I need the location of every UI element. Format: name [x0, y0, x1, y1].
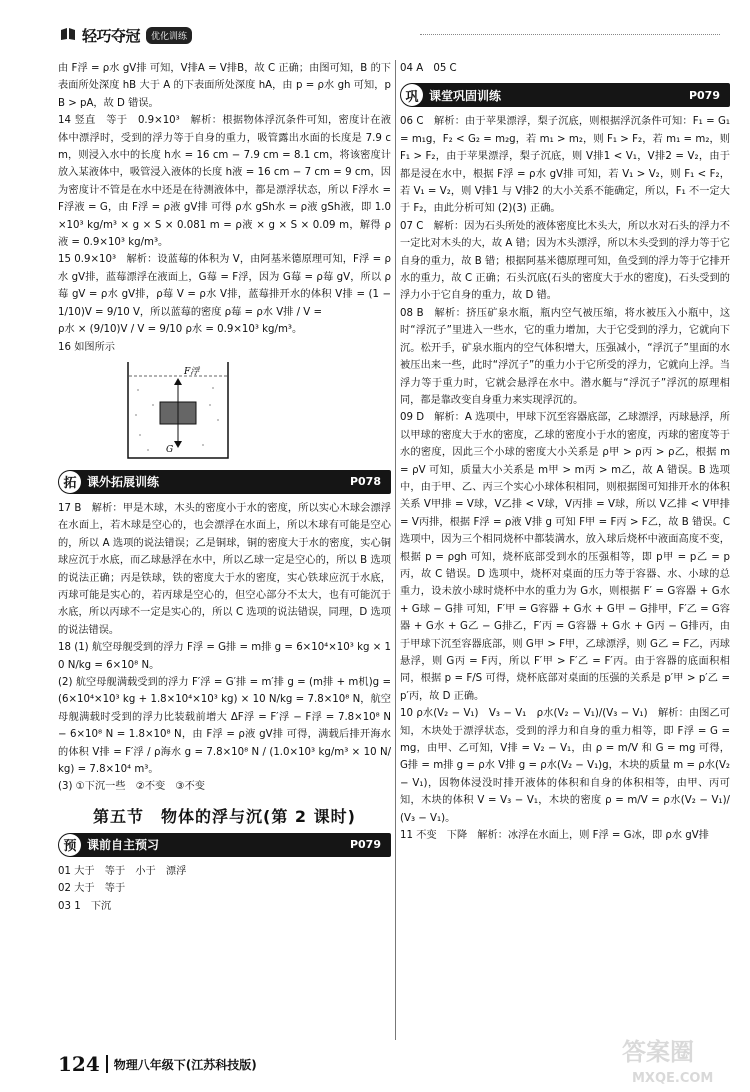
answer-18-1: 18 (1) 航空母舰受到的浮力 F浮 = G排 = m排 g = 6×10⁴×10³ kg × 10 N/kg = 6×10⁸ N。 [58, 642, 391, 671]
answer-11: 11 不变 下降 解析：冰浮在水面上，则 F浮 = G冰，即 ρ水 gV排 [400, 830, 709, 842]
answer-18-3: (3) ①下沉一些 ②不变 ③不变 [58, 781, 205, 793]
left-column [58, 60, 391, 915]
footer [58, 1052, 257, 1076]
header-logo: 轻巧夺冠 [82, 26, 141, 45]
section-bar-code: P079 [688, 88, 720, 102]
section-bar-preview [58, 833, 391, 857]
section-bar-title: 课外拓展训练 [87, 475, 160, 490]
section-bar-title: 课堂巩固训练 [429, 88, 502, 103]
answer-06: 06 C 解析：由于苹果漂浮，梨子沉底，则根据浮沉条件可知：F₁ = G₁ = m₁g，F₂ < G₂ = m₂g，若 m₁ > m₂，则 F₁ > F₂，若 m₁ = m₂，则 F₁ > F₂，由于苹果漂浮，梨子沉底，则 V排1 < V₁，V排2 = V₂，由于都是浸在水中，根据 F浮 = ρ水 gV排 可知，若 V₁ > V₂，则 F₁ < F₂，若 V₁ = V₂，则 V排1 与 V排2 的大小关系不能确定，所以，F₁ 不一定大于 F₂，由此分析可知 (2)(3) 正确。 [400, 116, 730, 215]
answer-09: 09 D 解析：A 选项中，甲球下沉至容器底部，乙球漂浮，丙球悬浮，所以甲球的密度大于水的密度，乙球的密度小于水的密度，丙球的密度等于水的密度，因此三个小球的密度大小关系是 ρ甲 > ρ丙 > ρ乙，根据 m = ρV 可知，质量大小关系是 m甲 > m丙 > m乙，故 A 错误。B 选项中，由于甲、乙、丙三个实心小球体积相同，则根据图可知排开水的体积关系 V甲排 = V球，V乙排 < V球，V丙排 = V球，所以 V乙排 < V甲排 = V丙排，根据 F浮 = ρ液 V排 g 可知 F甲 = F丙 > F乙，故 B 错误。C 选项中，因为三个相同烧杯中都装满水，放入球后烧杯中液面高度不变，根据 p = ρgh 可知，烧杯底部受到水的压强相等，即 p甲 = p乙 = p丙，故 C 错误。D 选项中，烧杯对桌面的压力等于容器、水、小球的总重力，设未放小球时烧杯中水的重力为 G水，则根据 F′ = G容器 + G水 + G球 − G排 可知，F′甲 = G容器 + G水 + G甲 − G排甲，F′乙 = G容器 + G水 + G乙 − G排乙，F′丙 = G容器 + G水 + G丙 − G排丙，由于甲球下沉至容器底部，则 G甲 > F甲，乙球漂浮，则 G乙 = F乙，丙球悬浮，则 G丙 = F丙，所以 F′甲 > F′乙 = F′丙。由于容器的底面积相同，根据 p = F/S 可得，烧杯底部对桌面的压强的关系是 p′甲 > p′乙 = p′丙，故 D 正确。 [400, 412, 730, 702]
answer-15-result: ρ水 × (9/10)V / V = 9/10 ρ水 = 0.9×10³ kg/m³。 [58, 324, 303, 336]
footer-title: 物理八年级下(江苏科技版) [113, 1057, 257, 1072]
answer-15: 15 0.9×10³ 解析：设蓝莓的体积为 V，由阿基米德原理可知，F浮 = ρ水 gV排，蓝莓漂浮在液面上，G莓 = F浮，因为 G莓 = ρ莓 gV，所以 ρ莓 gV = ρ水 gV排，ρ莓 V = ρ水 V排，蓝莓排开水的体积 V排 = (1 − 1/10)V = 9/10 V，所以蓝莓的密度 ρ莓 = ρ水 V排 / V = [58, 254, 391, 318]
answer-17: 17 B 解析：甲是木球，木头的密度小于水的密度，所以实心木球会漂浮在水面上，若木球是空心的，也会漂浮在水面上，所以木球有可能是空心的，所以 A 选项的说法错误；乙是铜球，铜的密度大于水的密度，实心铜球应沉于水底，而乙球悬浮在水中，所以乙球一定是空心的，所以 B 选项的说法正确；丙是铁球，铁的密度大于水的密度，实心铁球应沉于水底，丙球可能是实心的，若丙球是空心的，但空心部分不太大，也有可能沉于水底，所以丙球不一定是实心的，所以 C 选项的说法错误，同理，D 选项的说法错误。 [58, 502, 391, 636]
footer-divider [106, 1055, 108, 1073]
column-divider [395, 60, 396, 1040]
book-icon [60, 26, 76, 45]
section-bar-title: 课前自主预习 [87, 838, 160, 853]
answer-01: 01 大于 等于 小于 漂浮 [58, 865, 187, 877]
answer-13-cont: 由 F浮 = ρ水 gV排 可知，V排A = V排B，故 C 正确；由图可知，B 的下表面所处深度 hB 大于 A 的下表面所处深度 hA，由 p = ρ水 gh 可知，pB > pA，故 D 错误。 [58, 63, 391, 109]
section-bar-code: P078 [349, 475, 381, 489]
answer-18-2: (2) 航空母舰满载受到的浮力 F′浮 = G′排 = m′排 g = (m排 + m机)g = (6×10⁴×10³ kg + 1.8×10⁴×10³ kg) × 10 N/kg = 7.8×10⁸ N，航空母舰满载时受到的浮力比装载前增大 ΔF浮 = F′浮 − F浮 = 7.8×10⁸ N − 6×10⁸ N = 1.8×10⁸ N，由 F浮 = ρ液 gV排 可得，满载后排开海水的体积 V排 = F′浮 / ρ海水 g = 7.8×10⁸ N / (1.0×10³ kg/m³ × 10 N/kg) = 7.8×10⁴ m³。 [58, 676, 391, 775]
header-badge: 优化训练 [146, 27, 192, 44]
answer-08: 08 B 解析：挤压矿泉水瓶，瓶内空气被压缩，将水被压入小瓶中，这时“浮沉子”里进入一些水，它的重力增加，大于它受到的浮力，它就向下沉。松开手，矿泉水瓶内的空气体积增大，压强减小，“浮沉子”里面的水被压出来一些，此时“浮沉子”的重力小于它所受的浮力，它就向上浮。当浮力等于重力时，它就会悬浮在水中。潜水艇与“浮沉子”浮沉的原理相同，都是靠改变自身重力来实现浮沉的。 [400, 307, 730, 406]
section-title: 第五节 物体的浮与沉(第 2 课时) [93, 806, 356, 826]
answer-07: 07 C 解析：因为石头所处的液体密度比木头大，所以水对石头的浮力不一定比对木头的大，故 A 错；因为木头漂浮，所以木头受到的浮力等于它自身的重力，故 B 错；根据阿基米德原理可知，鱼受到的浮力等于它排开水的重力，故 C 正确；石头沉底(石头的密度大于水的密度)，石头受到的浮力小于它自身的重力，故 D 错。 [400, 220, 730, 302]
answer-04-05: 04 A 05 C [400, 63, 457, 74]
gravity-label: G [166, 444, 174, 455]
section-bar-code: P079 [349, 838, 381, 852]
watermark [618, 1030, 738, 1088]
consolidation-icon: 巩 [401, 84, 423, 106]
section-bar-consolidation [400, 83, 730, 107]
preview-icon: 预 [59, 834, 81, 856]
extension-icon: 拓 [59, 471, 81, 493]
header [60, 20, 192, 50]
page-number: 124 [58, 1052, 100, 1076]
section-bar-extension [58, 470, 391, 494]
buoyancy-label: F浮 [184, 366, 200, 377]
answer-14: 14 竖直 等于 0.9×10³ 解析：根据物体浮沉条件可知，密度计在液体中漂浮时，受到的浮力等于自身的重力，吸管露出水面的长度是 7.9 cm，则浸入水中的长度 h水 = 16 cm − 7.9 cm = 8.1 cm，将该密度计放入某液体中，吸管浸入液体的长度 h液 = 16 cm − 7 cm = 9 cm，因为密度计不管是在水中还是在待测液体中，都是漂浮状态，所以 F浮水 = F浮液 = G，由 F浮 = ρ液 gV排 可得 ρ水 gSh水 = ρ液 gSh液，即 1.0×10³ kg/m³ × g × S × 0.081 m = ρ液 × g × S × 0.09 m，解得 ρ液 = 0.9×10³ kg/m³。 [58, 115, 391, 249]
watermark-url: MXQE.COM [632, 1071, 714, 1086]
answer-03: 03 1 下沉 [58, 900, 112, 912]
answer-02: 02 大于 等于 [58, 883, 126, 895]
right-column [400, 60, 730, 844]
force-diagram [118, 360, 391, 464]
answer-10: 10 ρ水(V₂ − V₁) V₃ − V₁ ρ水(V₂ − V₁)/(V₃ − V₁) 解析：由图乙可知，木块处于漂浮状态，受到的浮力和自身的重力相等，即 F浮 = G = mg，由甲、乙可知，V排 = V₂ − V₁，由 ρ = m/V 和 G = mg 可得，G排 = m排 g = ρ水 V排 g = ρ水(V₂ − V₁)g，木块的质量 m = ρ水(V₂ − V₁)，因物体浸没时排开液体的体积和自身的体积相等，由甲、丙可知，木块的体积 V = V₃ − V₁，木块的密度 ρ = m/V = ρ水(V₂ − V₁)/(V₃ − V₁)。 [400, 708, 730, 824]
watermark-text: 答案圈 [622, 1038, 694, 1066]
header-divider [420, 34, 720, 35]
answer-16: 16 如图所示 [58, 341, 115, 353]
